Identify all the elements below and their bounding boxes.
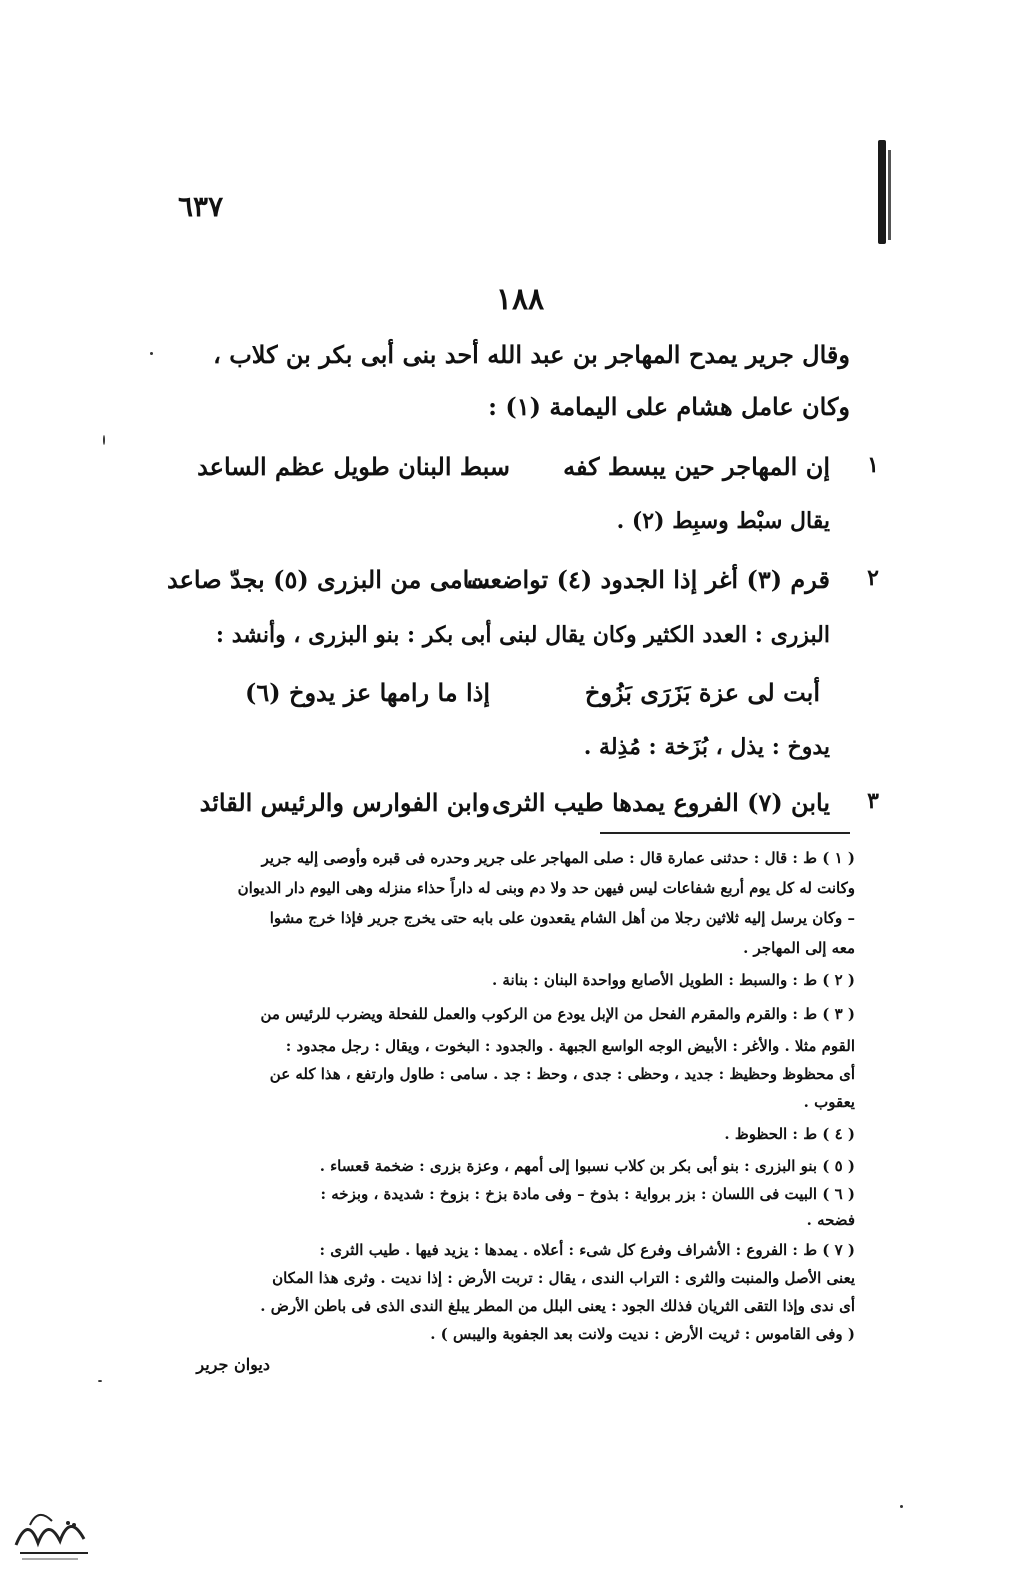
scan-speck bbox=[150, 352, 153, 355]
verse-first-hemistich: قرم (٣) أغر إذا الجدود (٤) تواضعت bbox=[466, 565, 830, 594]
page-edge-mark bbox=[878, 140, 886, 244]
verse-second-hemistich: وابن الفوارس والرئيس القائد bbox=[199, 788, 490, 817]
page-edge-mark bbox=[888, 150, 891, 240]
footnote-line: ( ١ ) ط : قال : حدثنى عمارة قال : صلى المهاجر على جرير وحدره فى قبره وأوصى إليه جرير bbox=[261, 849, 855, 867]
verse-number: ٢ bbox=[867, 565, 879, 591]
footnote-line: ( ٤ ) ط : الحظوظ . bbox=[724, 1125, 855, 1143]
verse-second-hemistich: سبط البنان طويل عظم الساعد bbox=[197, 452, 510, 481]
verse-number: ٣ bbox=[867, 788, 879, 814]
footnote-line: القوم مثلا . والأغر : الأبيض الوجه الواسع الجبهة . والجدود : البخوت ، ويقال : رجل مجدود : bbox=[285, 1037, 855, 1055]
footnote-line: أى محظوظ وحظيظ : جديد ، وحظى : جدى ، وحظ : جد . سامى : طاول وارتفع ، هذا كله عن bbox=[269, 1065, 855, 1083]
scan-speck bbox=[98, 1380, 102, 1382]
footnote-line: ( ٧ ) ط : الفروع : الأشراف وفرع كل شىء : أعلاه . يمدها : يزيد فيها . طيب الثرى : bbox=[319, 1241, 855, 1259]
folio-number: ٦٣٧ bbox=[178, 190, 224, 223]
quoted-verse-second-hemistich: إذا ما رامها عز يدوخ (٦) bbox=[245, 678, 490, 707]
verse-first-hemistich: إن المهاجر حين يبسط كفه bbox=[563, 452, 830, 481]
footnote-line: ( ٥ ) بنو البزرى : بنو أبى بكر بن كلاب نسبوا إلى أمهم ، وعزة بزرى : ضخمة قعساء . bbox=[319, 1157, 855, 1175]
footnote-line: ( ٦ ) البيت فى اللسان : بزر برواية : بذوخ – وفى مادة بزخ : بزوخ : شديدة ، وبزخه : bbox=[320, 1185, 855, 1203]
verse-first-hemistich: يابن (٧) الفروع يمدها طيب الثرى bbox=[492, 788, 830, 817]
footnote-line: – وكان يرسل إليه ثلاثين رجلا من أهل الشام يقعدون على بابه حتى يخرج جرير فإذا خرج مشوا bbox=[269, 909, 855, 927]
footnote-line: أى ندى وإذا التقى الثريان فذلك الجود : يعنى البلل من المطر يبلغ الندى الذى فى باطن الأرض . bbox=[260, 1297, 855, 1315]
verse-second-hemistich: سامى من البزرى (٥) بجدّ صاعد bbox=[166, 565, 490, 594]
running-title: ديوان جرير bbox=[196, 1355, 270, 1374]
footnote-line: وكانت له كل يوم أربع شفاعات ليس فيهن حد ولا دم وبنى له داراً حذاء منزله وهى اليوم دار الديوان bbox=[237, 879, 855, 897]
scan-speck bbox=[900, 1505, 903, 1508]
footnote-line: ( ٣ ) ط : والقرم والمقرم الفحل من الإبل يودع من الركوب والعمل للفحلة ويضرب للرئيس من bbox=[260, 1005, 855, 1023]
footnote-line: فضحه . bbox=[806, 1211, 855, 1229]
scan-speck bbox=[103, 435, 105, 445]
verse-gloss: يقال سبْط وسبِط (٢) . bbox=[616, 508, 830, 534]
library-stamp-logo bbox=[8, 1495, 98, 1565]
poem-number: ١٨٨ bbox=[495, 282, 545, 317]
verse-gloss: البزرى : العدد الكثير وكان يقال لبنى أبى بكر : بنو البزرى ، وأنشد : bbox=[215, 622, 830, 648]
footnote-line: معه إلى المهاجر . bbox=[743, 939, 855, 957]
footnote-line: يعقوب . bbox=[803, 1093, 855, 1111]
footnote-line: ( وفى القاموس : ثريت الأرض : نديت ولانت بعد الجفوبة واليبس ) . bbox=[430, 1325, 855, 1343]
footnote-line: يعنى الأصل والمنبت والثرى : التراب الندى ، يقال : تربت الأرض : إذا نديت . وثرى هذا المكان bbox=[272, 1269, 855, 1287]
footnote-divider bbox=[600, 832, 850, 834]
verse-number: ١ bbox=[867, 452, 879, 478]
intro-line: وقال جرير يمدح المهاجر بن عبد الله أحد بنى أبى بكر بن كلاب ، bbox=[213, 340, 850, 369]
verse-gloss: يدوخ : يذل ، بُزَخة : مُذِلة . bbox=[583, 734, 830, 760]
intro-line: وكان عامل هشام على اليمامة (١) : bbox=[488, 392, 850, 421]
quoted-verse-first-hemistich: أبت لى عزة بَزَرَى بَزُوخ bbox=[584, 678, 820, 707]
footnote-line: ( ٢ ) ط : والسبط : الطويل الأصابع وواحدة البنان : بنانة . bbox=[491, 971, 855, 989]
